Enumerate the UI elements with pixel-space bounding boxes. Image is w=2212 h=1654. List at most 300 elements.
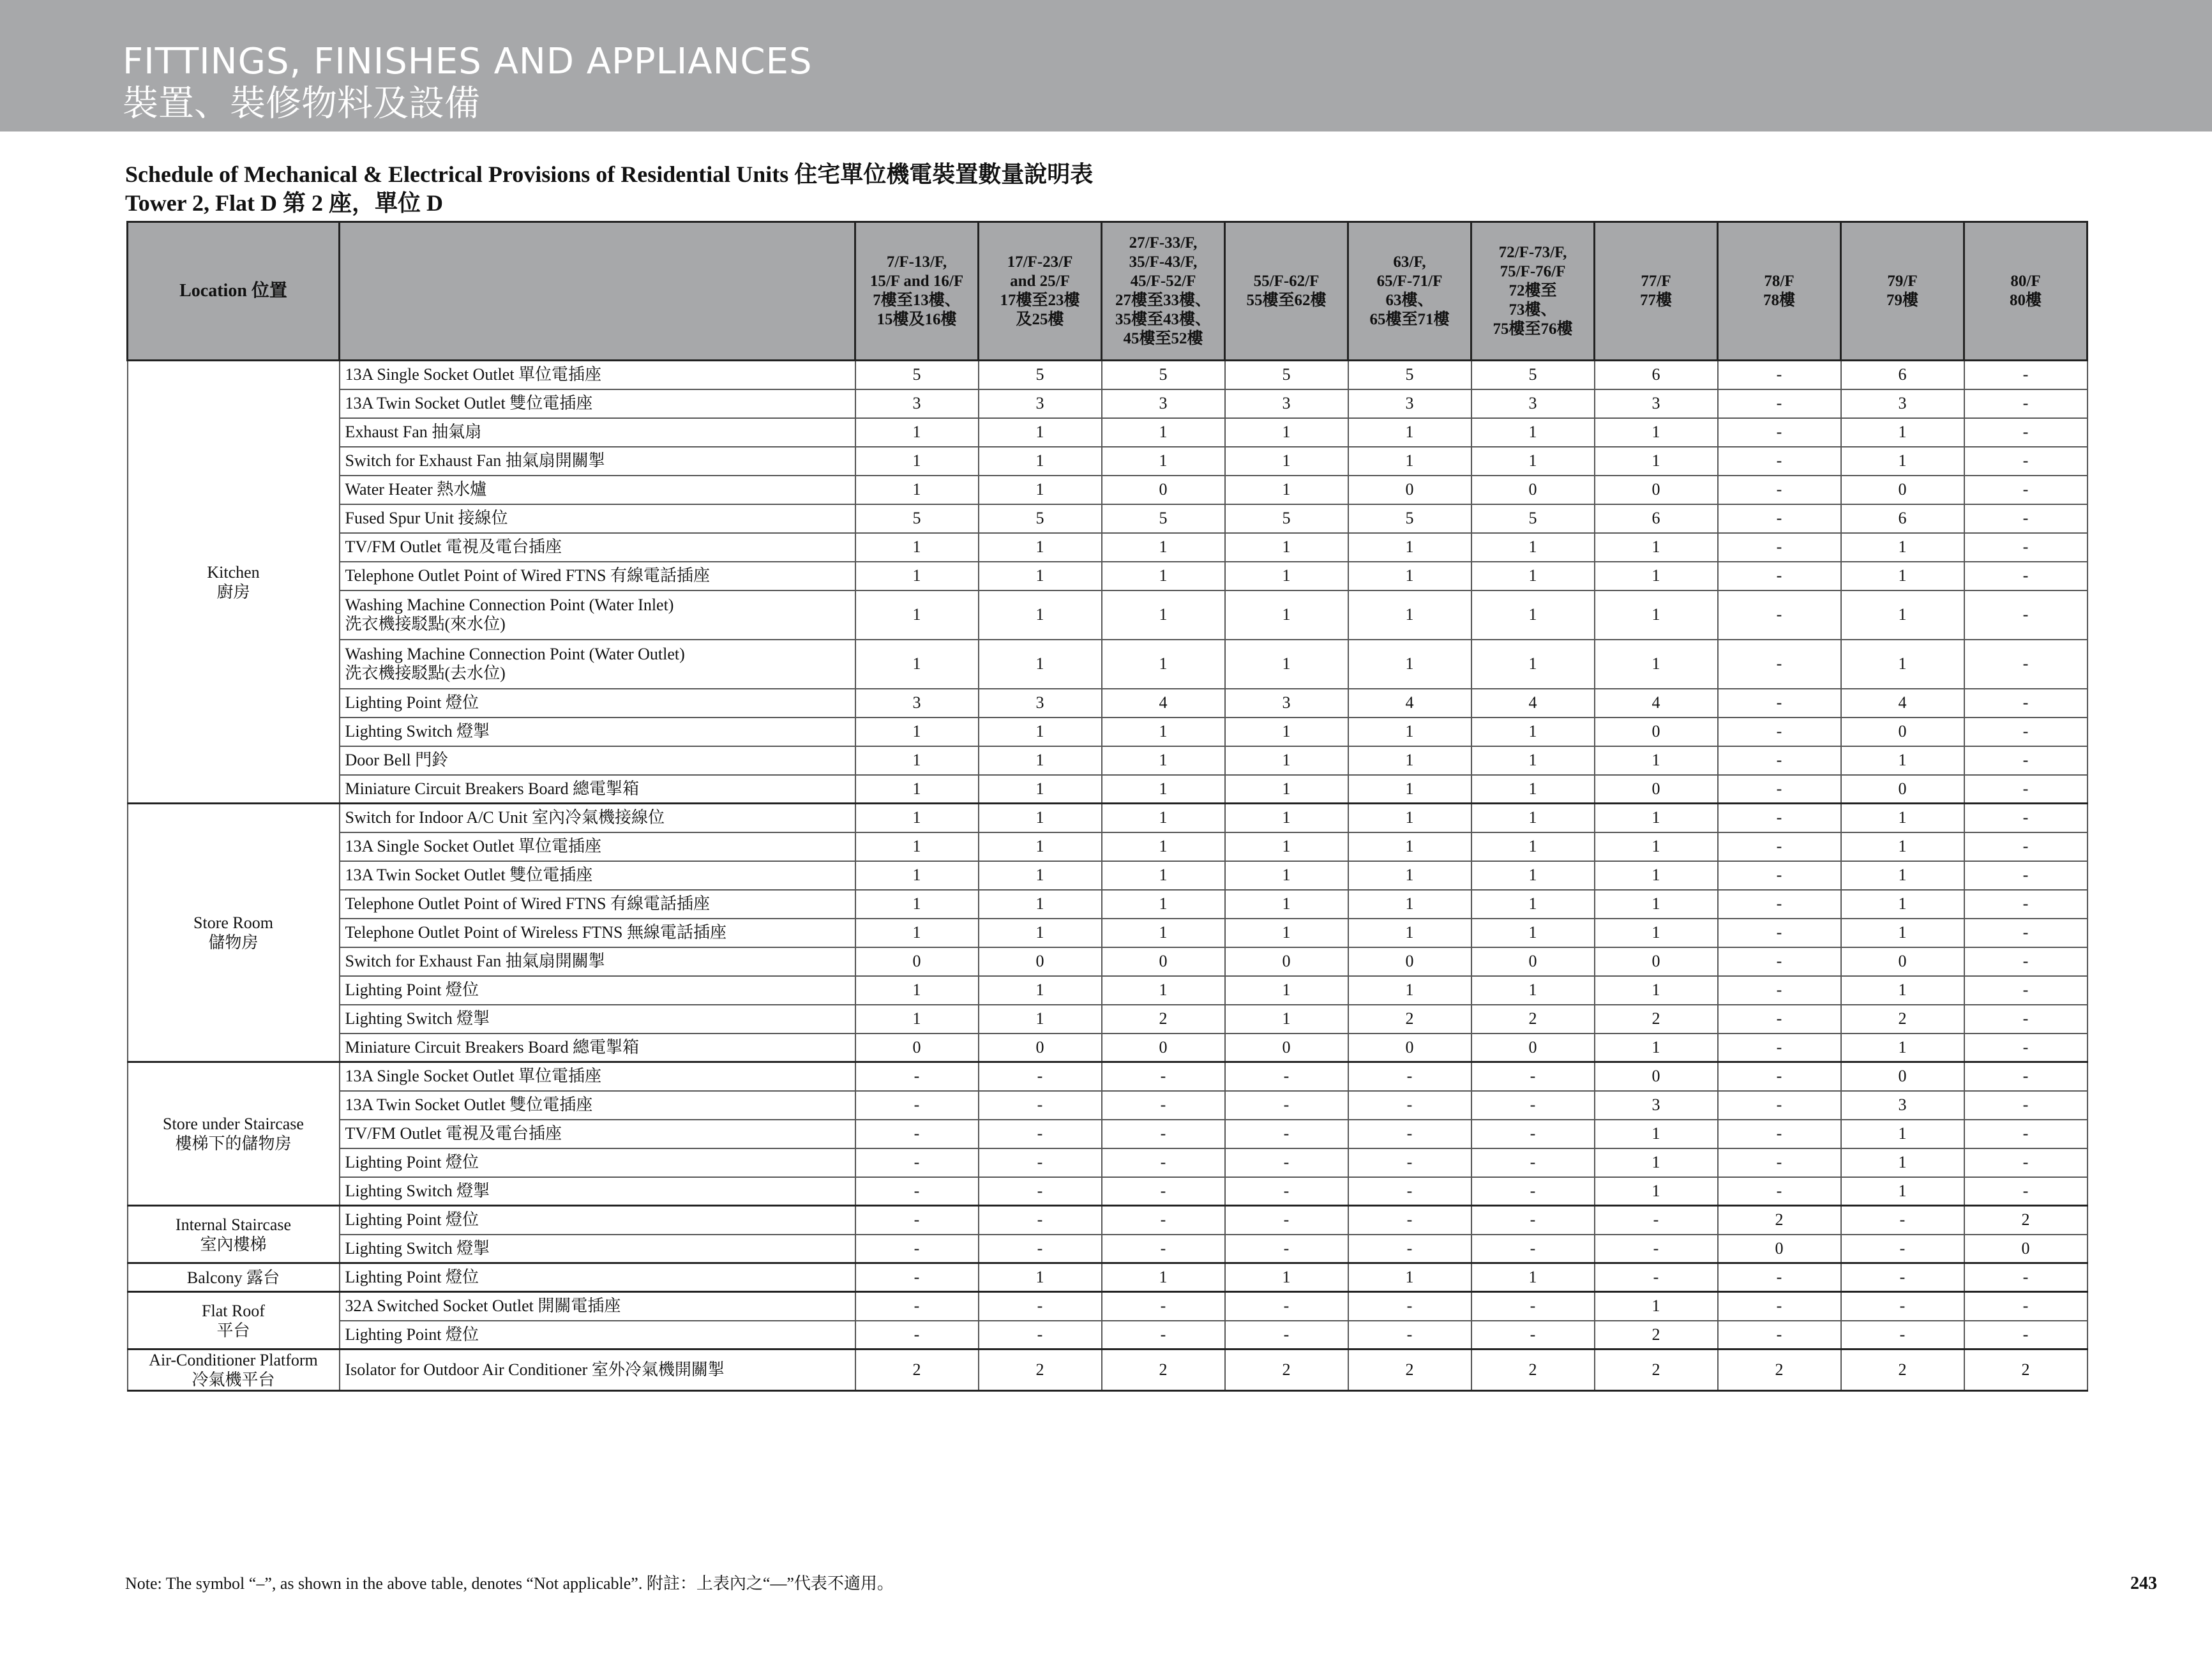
quantity-cell: 0 <box>1348 476 1471 504</box>
provision-item-cell <box>340 533 855 562</box>
quantity-cell: - <box>855 1120 979 1148</box>
quantity-cell: 1 <box>855 1005 979 1034</box>
quantity-cell: - <box>979 1321 1102 1350</box>
provision-item-cell <box>340 1321 855 1350</box>
text-line: 75樓至76樓 <box>1493 320 1573 338</box>
text-line: 27/F-33/F, <box>1129 234 1198 252</box>
quantity-cell: - <box>1718 919 1841 947</box>
footnote: Note: The symbol “–”, as shown in the above table, denotes “Not applicable”. 附註：上表內之“—”代表不適用。 <box>125 1574 894 1593</box>
quantity-cell: - <box>1718 1091 1841 1120</box>
quantity-cell: 0 <box>1841 718 1964 746</box>
quantity-cell: 1 <box>979 447 1102 476</box>
quantity-cell: 1 <box>1471 1263 1595 1292</box>
floor-header <box>1595 222 1718 361</box>
quantity-cell: - <box>1471 1206 1595 1235</box>
quantity-cell: - <box>1348 1235 1471 1263</box>
quantity-cell: 1 <box>1102 861 1225 890</box>
quantity-cell: 2 <box>1595 1321 1718 1350</box>
table-row <box>128 832 2088 861</box>
quantity-cell: 1 <box>1841 447 1964 476</box>
quantity-cell: 1 <box>979 718 1102 746</box>
quantity-cell: 3 <box>1841 389 1964 418</box>
table-row <box>128 590 2088 640</box>
table-row <box>128 1206 2088 1235</box>
quantity-cell: - <box>1718 590 1841 640</box>
quantity-cell: - <box>1718 1177 1841 1206</box>
page-number: 243 <box>2130 1574 2157 1593</box>
quantity-cell: 1 <box>979 1263 1102 1292</box>
quantity-cell: 1 <box>979 1005 1102 1034</box>
quantity-cell: 1 <box>1471 832 1595 861</box>
quantity-cell: - <box>1102 1321 1225 1350</box>
quantity-cell: - <box>1718 746 1841 775</box>
quantity-cell: 1 <box>1225 640 1348 689</box>
table-row <box>128 689 2088 718</box>
text-line: 15樓及16樓 <box>877 311 957 328</box>
quantity-cell: - <box>855 1206 979 1235</box>
floor-header <box>1225 222 1348 361</box>
quantity-cell: 0 <box>1102 1034 1225 1062</box>
table-row <box>128 1062 2088 1091</box>
quantity-cell: 5 <box>1348 504 1471 533</box>
quantity-cell: 1 <box>1225 590 1348 640</box>
quantity-cell: 1 <box>1225 447 1348 476</box>
quantity-cell: - <box>1964 562 2088 590</box>
provision-item-cell <box>340 504 855 533</box>
text-line: Store under Staircase <box>163 1115 304 1133</box>
quantity-cell: - <box>1102 1120 1225 1148</box>
quantity-cell: 1 <box>855 418 979 447</box>
quantity-cell: 1 <box>1841 804 1964 832</box>
quantity-cell: - <box>1964 1034 2088 1062</box>
quantity-cell: 1 <box>1595 804 1718 832</box>
quantity-cell: - <box>1718 640 1841 689</box>
table-row <box>128 1005 2088 1034</box>
quantity-cell: 1 <box>1348 832 1471 861</box>
text-line: 77/F <box>1641 273 1671 290</box>
quantity-cell: 0 <box>1595 775 1718 804</box>
table-row <box>128 1321 2088 1350</box>
quantity-cell: 1 <box>979 746 1102 775</box>
quantity-cell: - <box>979 1292 1102 1321</box>
quantity-cell: 1 <box>1225 1005 1348 1034</box>
quantity-cell: 0 <box>1471 947 1595 976</box>
quantity-cell: - <box>1718 718 1841 746</box>
schedule-title: Schedule of Mechanical & Electrical Provisions of Residential Units 住宅單位機電裝置數量說明表 <box>125 162 1094 187</box>
quantity-cell: 1 <box>1471 418 1595 447</box>
quantity-cell: 1 <box>855 775 979 804</box>
quantity-cell: - <box>1102 1062 1225 1091</box>
quantity-cell: 1 <box>1471 562 1595 590</box>
table-row <box>128 1120 2088 1148</box>
quantity-cell: 0 <box>1841 1062 1964 1091</box>
quantity-cell: 1 <box>1225 476 1348 504</box>
quantity-cell: - <box>1964 447 2088 476</box>
quantity-cell: 1 <box>1595 640 1718 689</box>
quantity-cell: 1 <box>1225 1263 1348 1292</box>
quantity-cell: - <box>1718 1263 1841 1292</box>
text-line: 78/F <box>1764 273 1794 290</box>
quantity-cell: 1 <box>1471 590 1595 640</box>
quantity-cell: 1 <box>1102 640 1225 689</box>
quantity-cell: - <box>1718 689 1841 718</box>
quantity-cell: 3 <box>855 689 979 718</box>
quantity-cell: 1 <box>1102 919 1225 947</box>
quantity-cell: - <box>1718 447 1841 476</box>
quantity-cell: 1 <box>1471 746 1595 775</box>
quantity-cell: - <box>1595 1235 1718 1263</box>
quantity-cell: 4 <box>1348 689 1471 718</box>
provision-item-cell <box>340 447 855 476</box>
quantity-cell: - <box>1348 1206 1471 1235</box>
quantity-cell: 1 <box>979 418 1102 447</box>
quantity-cell: 5 <box>855 504 979 533</box>
quantity-cell: 1 <box>1225 832 1348 861</box>
quantity-cell: - <box>1718 976 1841 1005</box>
quantity-cell: 5 <box>1471 361 1595 389</box>
quantity-cell: - <box>979 1148 1102 1177</box>
quantity-cell: - <box>1471 1120 1595 1148</box>
page-banner <box>0 0 2212 132</box>
quantity-cell: 1 <box>979 533 1102 562</box>
quantity-cell: - <box>855 1235 979 1263</box>
text-line: 45樓至52樓 <box>1123 330 1203 347</box>
quantity-cell: 3 <box>1841 1091 1964 1120</box>
quantity-cell: - <box>979 1206 1102 1235</box>
quantity-cell: 1 <box>855 562 979 590</box>
quantity-cell: - <box>1471 1292 1595 1321</box>
provision-item-cell <box>340 418 855 447</box>
text-line: 80樓 <box>2009 292 2042 309</box>
text-line: Balcony 露台 <box>186 1268 280 1287</box>
quantity-cell: 1 <box>1595 1292 1718 1321</box>
quantity-cell: 1 <box>1348 562 1471 590</box>
quantity-cell: - <box>1964 718 2088 746</box>
quantity-cell: 1 <box>1595 890 1718 919</box>
quantity-cell: 1 <box>1102 1263 1225 1292</box>
text-line: 冷氣機平台 <box>192 1371 275 1389</box>
quantity-cell: - <box>1595 1263 1718 1292</box>
quantity-cell: - <box>1964 640 2088 689</box>
text-line: 廚房 <box>216 582 250 601</box>
quantity-cell: 3 <box>979 389 1102 418</box>
floor-header <box>1964 222 2088 361</box>
quantity-cell: 6 <box>1841 361 1964 389</box>
quantity-cell: 0 <box>1471 476 1595 504</box>
quantity-cell: 0 <box>1225 1034 1348 1062</box>
quantity-cell: 0 <box>979 947 1102 976</box>
quantity-cell: 1 <box>1841 533 1964 562</box>
quantity-cell: 3 <box>1348 389 1471 418</box>
quantity-cell: 3 <box>1225 389 1348 418</box>
text-line: Internal Staircase <box>175 1215 292 1234</box>
quantity-cell: - <box>1225 1177 1348 1206</box>
quantity-cell: - <box>1964 746 2088 775</box>
text-line: Lighting Switch 燈掣 <box>345 1238 490 1258</box>
quantity-cell: 1 <box>1102 976 1225 1005</box>
quantity-cell: 0 <box>1595 476 1718 504</box>
quantity-cell: - <box>1718 1321 1841 1350</box>
table-row <box>128 1350 2088 1391</box>
quantity-cell: 0 <box>979 1034 1102 1062</box>
provision-item-cell <box>340 1034 855 1062</box>
text-line: Lighting Switch 燈掣 <box>345 722 490 741</box>
floor-header <box>979 222 1102 361</box>
quantity-cell: - <box>1964 919 2088 947</box>
quantity-cell: 6 <box>1595 361 1718 389</box>
quantity-cell: 2 <box>1225 1350 1348 1391</box>
quantity-cell: - <box>1718 504 1841 533</box>
text-line: Washing Machine Connection Point (Water Outlet) <box>345 645 685 663</box>
quantity-cell: - <box>1225 1091 1348 1120</box>
quantity-cell: 1 <box>1102 590 1225 640</box>
quantity-cell: 1 <box>1225 562 1348 590</box>
provision-item-cell <box>340 689 855 718</box>
quantity-cell: - <box>1718 562 1841 590</box>
quantity-cell: - <box>1964 1321 2088 1350</box>
quantity-cell: - <box>1841 1263 1964 1292</box>
floor-header <box>855 222 979 361</box>
quantity-cell: - <box>855 1148 979 1177</box>
text-line: 13A Twin Socket Outlet 雙位電插座 <box>345 394 593 412</box>
table-row <box>128 804 2088 832</box>
provision-item-cell <box>340 718 855 746</box>
quantity-cell: 1 <box>855 447 979 476</box>
text-line: TV/FM Outlet 電視及電台插座 <box>345 538 562 556</box>
quantity-cell: - <box>979 1120 1102 1148</box>
quantity-cell: - <box>1841 1321 1964 1350</box>
text-line: 77樓 <box>1639 292 1672 309</box>
table-row <box>128 775 2088 804</box>
quantity-cell: 1 <box>855 640 979 689</box>
quantity-cell: 1 <box>1595 976 1718 1005</box>
quantity-cell: 1 <box>1225 861 1348 890</box>
text-line: 35樓至43樓、 <box>1115 311 1211 328</box>
text-line: Switch for Exhaust Fan 抽氣扇開關掣 <box>345 952 605 970</box>
quantity-cell: 0 <box>1841 775 1964 804</box>
quantity-cell: 1 <box>979 640 1102 689</box>
text-line: TV/FM Outlet 電視及電台插座 <box>345 1124 562 1143</box>
text-line: 平台 <box>216 1321 250 1340</box>
quantity-cell: 4 <box>1595 689 1718 718</box>
quantity-cell: - <box>1964 1263 2088 1292</box>
text-line: Switch for Exhaust Fan 抽氣扇開關掣 <box>345 451 605 470</box>
quantity-cell: 2 <box>1595 1005 1718 1034</box>
provision-item-cell <box>340 590 855 640</box>
quantity-cell: 1 <box>855 832 979 861</box>
quantity-cell: - <box>1225 1120 1348 1148</box>
quantity-cell: 1 <box>1348 890 1471 919</box>
quantity-cell: - <box>1471 1148 1595 1177</box>
provision-item-cell <box>340 1350 855 1391</box>
banner-title-en: FITTINGS, FINISHES AND APPLIANCES <box>123 41 813 82</box>
floor-header <box>1471 222 1595 361</box>
quantity-cell: 1 <box>979 804 1102 832</box>
text-line: Store Room <box>193 913 273 932</box>
quantity-cell: - <box>1102 1148 1225 1177</box>
quantity-cell: 6 <box>1841 504 1964 533</box>
quantity-cell: - <box>1718 1034 1841 1062</box>
quantity-cell: - <box>1964 1062 2088 1091</box>
table-row <box>128 746 2088 775</box>
quantity-cell: - <box>1964 1177 2088 1206</box>
quantity-cell: 3 <box>1595 389 1718 418</box>
quantity-cell: 1 <box>1471 447 1595 476</box>
quantity-cell: 1 <box>1348 804 1471 832</box>
quantity-cell: - <box>1102 1206 1225 1235</box>
provision-item-cell <box>340 1062 855 1091</box>
quantity-cell: 1 <box>1595 1120 1718 1148</box>
quantity-cell: - <box>1718 1120 1841 1148</box>
quantity-cell: - <box>1102 1091 1225 1120</box>
quantity-cell: 1 <box>1471 976 1595 1005</box>
quantity-cell: 3 <box>1595 1091 1718 1120</box>
quantity-cell: - <box>1348 1062 1471 1091</box>
quantity-cell: 1 <box>1225 418 1348 447</box>
quantity-cell: - <box>1471 1235 1595 1263</box>
provision-item-cell <box>340 1005 855 1034</box>
text-line: 13A Twin Socket Outlet 雙位電插座 <box>345 866 593 884</box>
quantity-cell: - <box>1225 1321 1348 1350</box>
quantity-cell: - <box>1718 476 1841 504</box>
text-line: 樓梯下的儲物房 <box>175 1134 292 1153</box>
text-line: Isolator for Outdoor Air Conditioner 室外冷氣機開關掣 <box>345 1360 725 1379</box>
provision-item-cell <box>340 1206 855 1235</box>
table-row <box>128 947 2088 976</box>
quantity-cell: 1 <box>1102 746 1225 775</box>
quantity-cell: 1 <box>1102 533 1225 562</box>
provision-item-cell <box>340 389 855 418</box>
location-header: Location 位置 <box>128 222 340 361</box>
quantity-cell: - <box>1964 533 2088 562</box>
quantity-cell: 1 <box>1471 804 1595 832</box>
quantity-cell: 1 <box>1841 832 1964 861</box>
table-row <box>128 533 2088 562</box>
quantity-cell: - <box>1102 1235 1225 1263</box>
quantity-cell: 4 <box>1102 689 1225 718</box>
text-line: 洗衣機接駁點(去水位) <box>345 664 506 682</box>
provision-item-cell <box>340 1120 855 1148</box>
quantity-cell: 0 <box>1595 947 1718 976</box>
provision-item-cell <box>340 476 855 504</box>
quantity-cell: 1 <box>1102 804 1225 832</box>
quantity-cell: 3 <box>1225 689 1348 718</box>
quantity-cell: 1 <box>1225 746 1348 775</box>
quantity-cell: 2 <box>1841 1005 1964 1034</box>
quantity-cell: 1 <box>855 590 979 640</box>
quantity-cell: 1 <box>1841 919 1964 947</box>
text-line: 55樓至62樓 <box>1246 292 1327 309</box>
table-row <box>128 389 2088 418</box>
table-row <box>128 1263 2088 1292</box>
quantity-cell: - <box>1102 1292 1225 1321</box>
quantity-cell: 1 <box>979 476 1102 504</box>
quantity-cell: - <box>979 1177 1102 1206</box>
quantity-cell: 3 <box>1471 389 1595 418</box>
text-line: 79樓 <box>1886 292 1918 309</box>
provision-item-cell <box>340 1091 855 1120</box>
quantity-cell: 1 <box>1595 418 1718 447</box>
quantity-cell: - <box>1964 389 2088 418</box>
quantity-cell: 1 <box>979 832 1102 861</box>
floor-header <box>1718 222 1841 361</box>
quantity-cell: 1 <box>1225 718 1348 746</box>
quantity-cell: - <box>1841 1292 1964 1321</box>
provision-item-cell <box>340 775 855 804</box>
quantity-cell: 0 <box>1841 476 1964 504</box>
table-row <box>128 418 2088 447</box>
text-line: Door Bell 門鈴 <box>345 751 449 769</box>
text-line: Exhaust Fan 抽氣扇 <box>345 423 482 441</box>
quantity-cell: 1 <box>1471 775 1595 804</box>
quantity-cell: 1 <box>1225 919 1348 947</box>
quantity-cell: 3 <box>855 389 979 418</box>
text-line: Lighting Switch 燈掣 <box>345 1181 490 1200</box>
provision-item-cell <box>340 1177 855 1206</box>
quantity-cell: - <box>855 1177 979 1206</box>
table-row <box>128 919 2088 947</box>
text-line: 7樓至13樓、 <box>873 292 961 309</box>
quantity-cell: 3 <box>1102 389 1225 418</box>
floor-header <box>1348 222 1471 361</box>
quantity-cell: 1 <box>1595 1034 1718 1062</box>
quantity-cell: 1 <box>855 919 979 947</box>
text-line: Lighting Point 燈位 <box>345 981 479 999</box>
text-line: Miniature Circuit Breakers Board 總電掣箱 <box>345 1037 640 1056</box>
quantity-cell: - <box>1841 1235 1964 1263</box>
table-row <box>128 1235 2088 1263</box>
location-cell <box>128 1062 340 1206</box>
quantity-cell: 2 <box>1718 1350 1841 1391</box>
quantity-cell: - <box>1595 1206 1718 1235</box>
text-line: 45/F-52/F <box>1130 273 1196 290</box>
quantity-cell: 5 <box>1348 361 1471 389</box>
quantity-cell: - <box>1225 1206 1348 1235</box>
quantity-cell: - <box>1718 775 1841 804</box>
quantity-cell: 1 <box>1841 976 1964 1005</box>
text-line: Fused Spur Unit 接線位 <box>345 509 508 527</box>
location-cell <box>128 1292 340 1350</box>
quantity-cell: - <box>1964 1148 2088 1177</box>
quantity-cell: - <box>1964 476 2088 504</box>
provision-item-cell <box>340 640 855 689</box>
quantity-cell: - <box>1964 1292 2088 1321</box>
quantity-cell: - <box>855 1321 979 1350</box>
quantity-cell: - <box>1718 389 1841 418</box>
text-line: 79/F <box>1887 273 1918 290</box>
header-row <box>128 222 2088 361</box>
table-body <box>128 361 2088 1391</box>
table-row <box>128 447 2088 476</box>
text-line: Telephone Outlet Point of Wired FTNS 有線電話插座 <box>345 894 710 913</box>
text-line: 17/F-23/F <box>1007 253 1073 271</box>
quantity-cell: 1 <box>1471 919 1595 947</box>
quantity-cell: - <box>1348 1120 1471 1148</box>
quantity-cell: 2 <box>1102 1005 1225 1034</box>
quantity-cell: 1 <box>1841 1177 1964 1206</box>
provision-item-cell <box>340 361 855 389</box>
text-line: Telephone Outlet Point of Wired FTNS 有線電話插座 <box>345 566 710 585</box>
quantity-cell: 1 <box>1225 890 1348 919</box>
text-line: Lighting Point 燈位 <box>345 1268 479 1286</box>
quantity-cell: 1 <box>1225 976 1348 1005</box>
text-line: Flat Roof <box>202 1301 265 1320</box>
quantity-cell: 1 <box>1102 890 1225 919</box>
text-line: 75/F-76/F <box>1500 263 1566 280</box>
quantity-cell: 1 <box>979 976 1102 1005</box>
quantity-cell: 1 <box>1348 775 1471 804</box>
provision-item-cell <box>340 947 855 976</box>
